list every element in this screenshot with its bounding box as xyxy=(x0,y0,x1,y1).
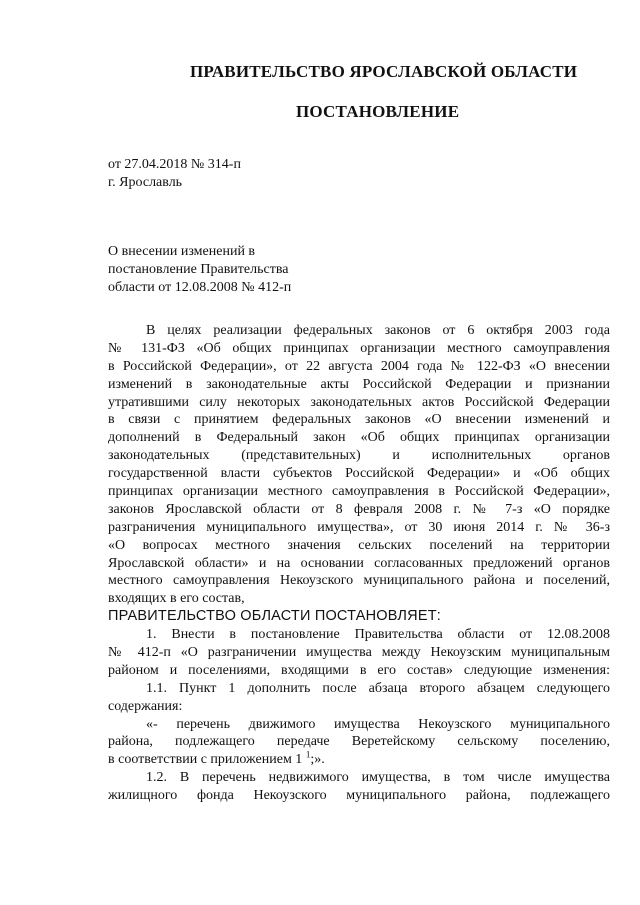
document-body xyxy=(108,322,610,805)
body-line: Ярославской области» и на основании согласованных предложений органов xyxy=(108,555,610,571)
body-line: районом и поселениями, входящими в его состав» следующие изменения: xyxy=(108,662,610,678)
body-line: 1. Внести в постановление Правительства области от 12.08.2008 xyxy=(146,627,610,643)
subject-line: постановление Правительства xyxy=(108,262,289,277)
body-line: 1.2. В перечень недвижимого имущества, в том числе имущества xyxy=(146,770,610,786)
body-line: В целях реализации федеральных законов от 6 октября 2003 года xyxy=(146,323,610,338)
body-line: в Российской Федерации», от 22 августа 2004 года № 122-ФЗ «О внесении xyxy=(108,358,610,374)
body-line: «О вопросах местного значения сельских поселений на территории xyxy=(108,537,610,553)
body-line: дополнений в Федеральный закон «Об общих принципах организации xyxy=(108,430,610,446)
document-type-heading: ПОСТАНОВЛЕНИЕ xyxy=(296,102,460,121)
body-line: жилищного фонда Некоузского муниципального района, подлежащего xyxy=(108,788,610,804)
body-line: «- перечень движимого имущества Некоузского муниципального xyxy=(146,716,610,732)
body-line: разграничения муниципального имущества», от 30 июня 2014 г. № 36-з xyxy=(108,519,610,535)
document-date-number: от 27.04.2018 № 314-п xyxy=(108,157,241,172)
document-subject xyxy=(108,243,291,297)
document-city: г. Ярославль xyxy=(108,175,183,190)
body-line: изменений в законодательные акты Российской Федерации и признании xyxy=(108,376,610,392)
body-line: принципах организации местного самоуправления в Российской Федерации», xyxy=(108,484,610,500)
body-line: местного самоуправления Некоузского муниципального района и поселений, xyxy=(108,573,610,589)
body-line: № 131-ФЗ «Об общих принципах организации местного самоуправления xyxy=(108,340,610,356)
body-line: содержания: xyxy=(108,698,183,714)
body-line: законодательных (представительных) и исполнительных органов xyxy=(108,448,610,464)
body-line: № 412-п «О разграничении имущества между Некоузским муниципальным xyxy=(108,645,610,661)
body-line-text: в соответствии с приложением 1 xyxy=(108,752,303,768)
body-line: утратившими силу некоторых законодательных актов Российской Федерации xyxy=(108,394,610,410)
subject-line: О внесении изменений в xyxy=(108,244,256,259)
body-line: законов Ярославской области от 8 февраля 2008 г. № 7-з «О порядке xyxy=(108,501,610,517)
body-line: 1.1. Пункт 1 дополнить после абзаца второго абзацем следующего xyxy=(146,680,610,696)
body-line: района, подлежащего передаче Веретейскому сельскому поселению, xyxy=(108,734,610,750)
footnote-tail: ;». xyxy=(310,752,325,768)
body-line: государственной власти субъектов Российской Федерации» и «Об общих xyxy=(108,466,610,482)
body-line-with-footnote xyxy=(108,751,610,769)
resolution-caps-line: ПРАВИТЕЛЬСТВО ОБЛАСТИ ПОСТАНОВЛЯЕТ: xyxy=(108,608,441,625)
subject-line: области от 12.08.2008 № 412-п xyxy=(108,280,292,295)
body-line: в связи с принятием федеральных законов «О внесении изменений и xyxy=(108,412,610,428)
government-heading: ПРАВИТЕЛЬСТВО ЯРОСЛАВСКОЙ ОБЛАСТИ xyxy=(190,62,578,81)
footnote-superscript: 1 xyxy=(305,751,311,760)
body-line: входящих в его состав, xyxy=(108,591,245,607)
